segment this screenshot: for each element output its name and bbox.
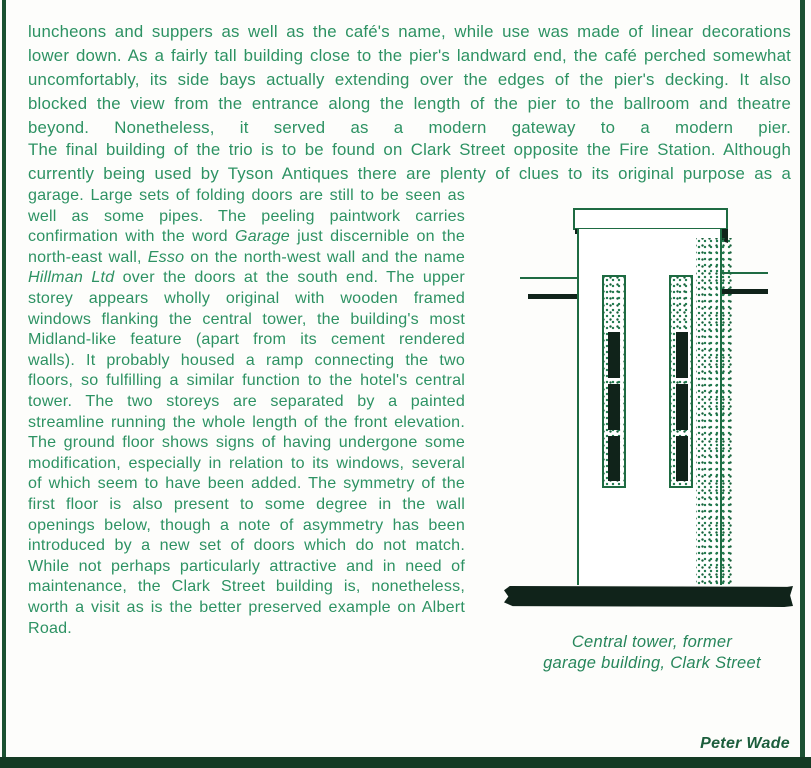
- streamline-right-thin: [722, 272, 768, 274]
- paragraph-cafe-pier: luncheons and suppers as well as the café's name, while use was made of linear decorations lower down. As a fairly tall building close to the pier's landward end, the café perched somewhat uncomfortably, its side bays actually extending over the edges of the pier's decking. It also blocked the view from the entrance along the length of the pier to the ballroom and theatre beyond. Nonetheless, it served as a modern gateway to a modern pier.: [28, 21, 791, 137]
- window-slit: [608, 436, 620, 481]
- streamline-left-thin: [520, 277, 577, 279]
- tower-illustration: [500, 185, 800, 700]
- window-slit: [676, 332, 688, 378]
- page-border-bottom: [0, 757, 811, 768]
- street-ground-band: [504, 586, 793, 607]
- figure-caption-line1: Central tower, former: [571, 633, 733, 651]
- streamline-left-thick: [528, 294, 577, 299]
- figure-caption-line2: garage building, Clark Street: [543, 654, 761, 672]
- window-slit: [608, 332, 620, 378]
- paragraph-clark-street-intro: The final building of the trio is to be found on Clark Street opposite the Fire Station. Although currently being used by Tyson Antiques there are plenty of clues to its original purpose as a: [28, 139, 791, 183]
- window-slit: [608, 384, 620, 430]
- paragraph-clark-street-column: garage. Large sets of folding doors are still to be seen as well as some pipes. The peeling paintwork carries confirmation with the word Garage just discernible on the north-east wall, Esso on the north-west wall and the name Hillman Ltd over the doors at the south end. The upper storey appears wholly original with wooden framed windows flanking the central tower, the building's most Midland-like feature (apart from its cement rendered walls). It probably housed a ramp connecting the two floors, so fulfilling a similar function to the hotel's central tower. The two storeys are separated by a painted streamline running the whole length of the front elevation. The ground floor shows signs of having undergone some modification, especially in relation to its windows, several of which seem to have been added. The symmetry of the first floor is also present to some degree in the wall openings below, though a note of asymmetry has been introduced by a new set of doors which do not match. While not perhaps particularly attractive and in need of maintenance, the Clark Street building is, nonetheless, worth a visit as is the better preserved example on Albert Road.: [28, 186, 465, 637]
- streamline-right-thick: [722, 289, 768, 294]
- tower-cap: [573, 208, 728, 230]
- page-border-left: [2, 0, 6, 768]
- page-border-right: [800, 0, 805, 768]
- author-byline: Peter Wade: [700, 735, 790, 752]
- window-slit: [676, 436, 688, 481]
- window-slit: [676, 384, 688, 430]
- figure-caption: [510, 632, 794, 674]
